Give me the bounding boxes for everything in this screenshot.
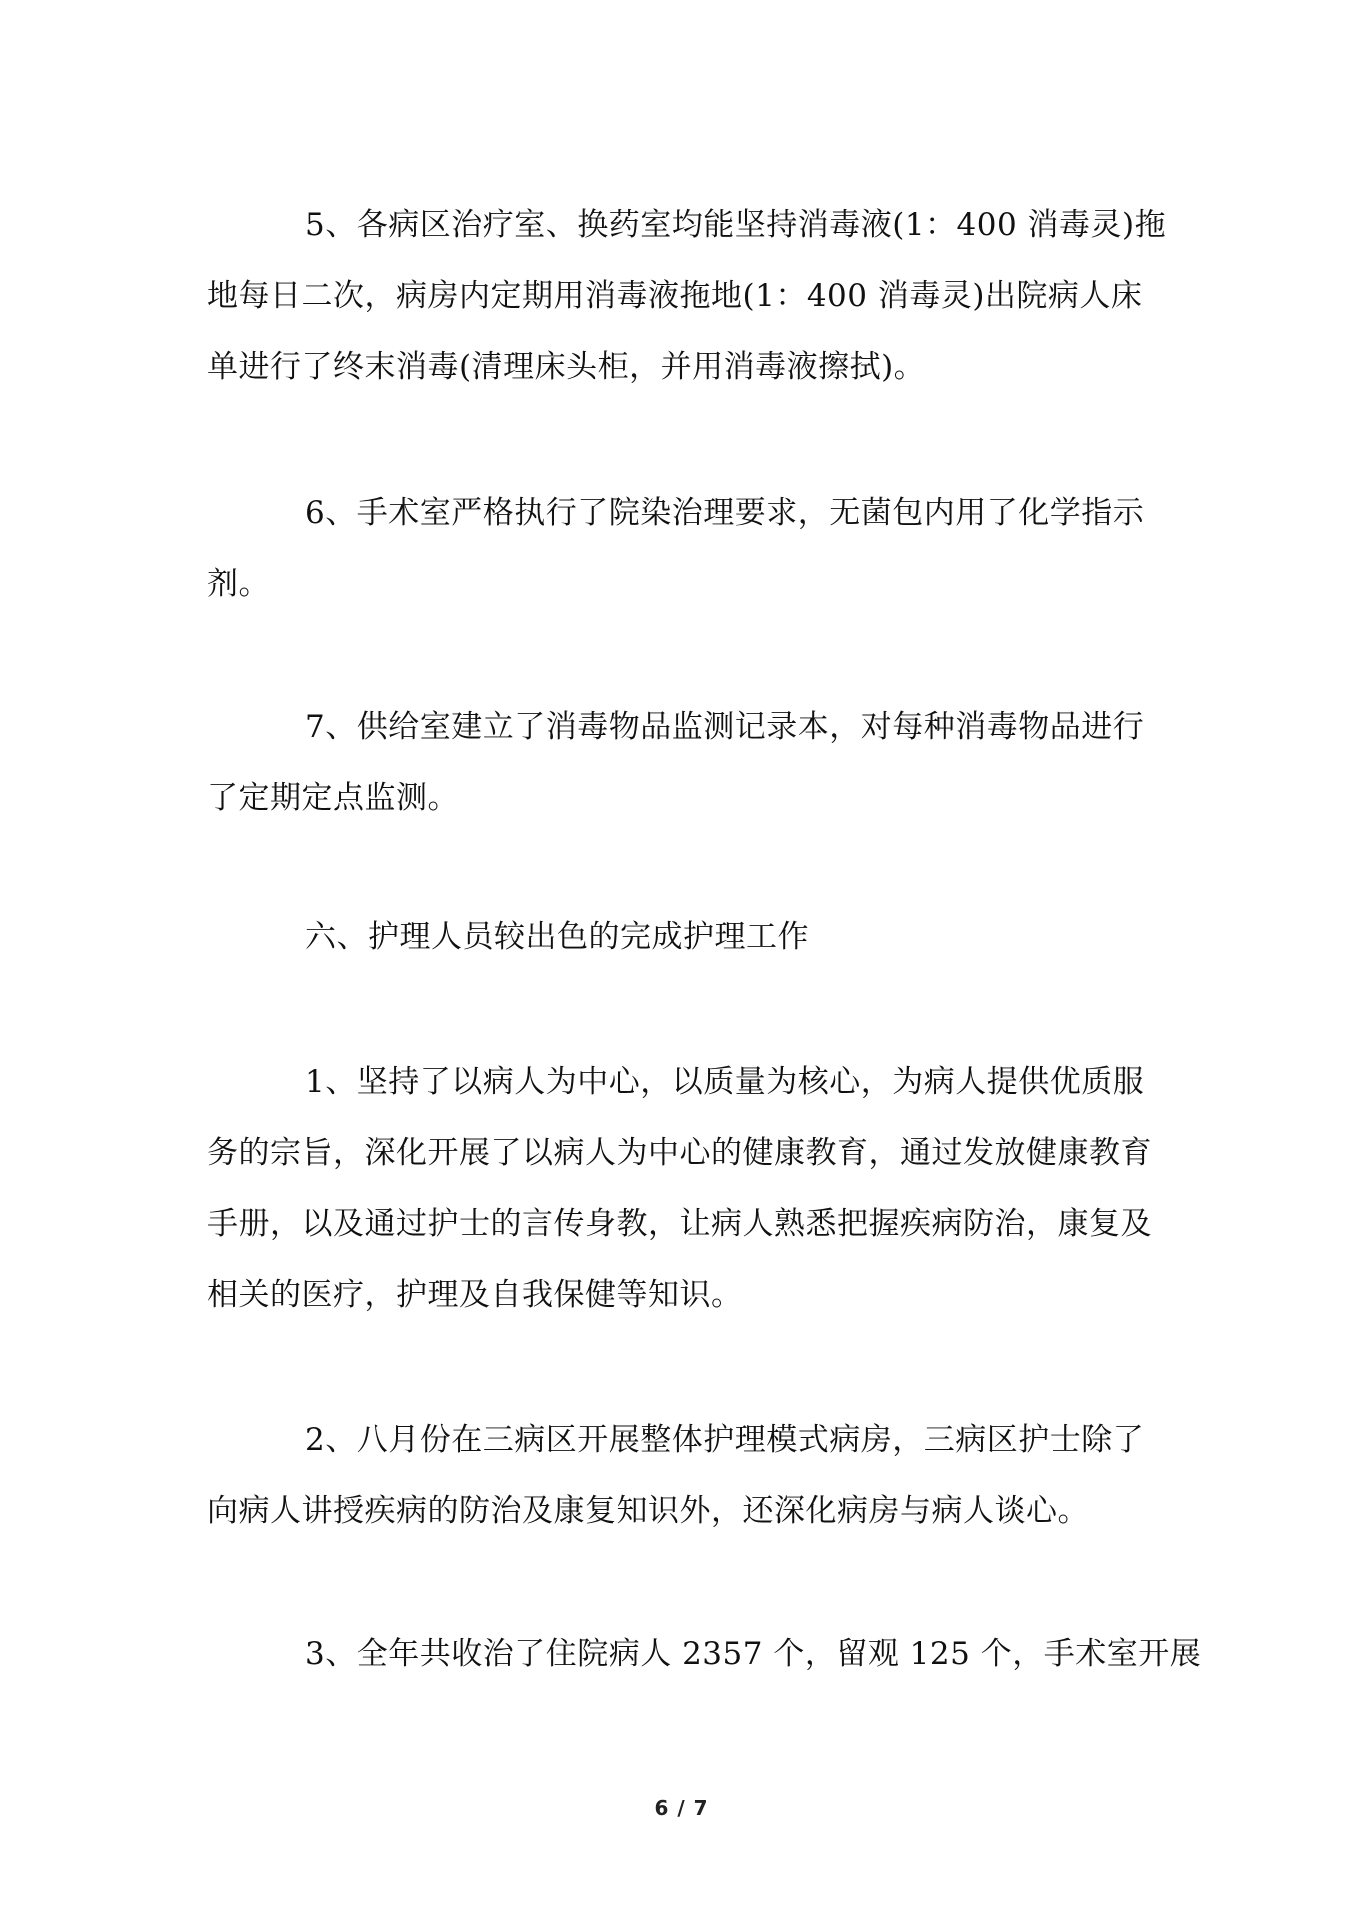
text-line: 向病人讲授疾病的防治及康复知识外，还深化病房与病人谈心。 [207, 1493, 1089, 1529]
text-line: 5、各病区治疗室、换药室均能坚持消毒液(1：400 消毒灵)拖 [305, 207, 1167, 243]
section-heading-six [207, 902, 1197, 973]
text-line: 务的宗旨，深化开展了以病人为中心的健康教育，通过发放健康教育 [207, 1135, 1152, 1171]
text-line: 3、全年共收治了住院病人 2357 个，留观 125 个，手术室开展 [305, 1636, 1202, 1672]
paragraph-item-7-supply-room [207, 692, 1197, 834]
paragraph-item-5-disinfection [207, 190, 1197, 403]
text-line: 相关的医疗，护理及自我保健等知识。 [207, 1277, 743, 1313]
text-line: 地每日二次，病房内定期用消毒液拖地(1：400 消毒灵)出院病人床 [207, 278, 1143, 314]
text-line: 单进行了终末消毒(清理床头柜，并用消毒液擦拭)。 [207, 349, 926, 385]
text-line: 7、供给室建立了消毒物品监测记录本，对每种消毒物品进行 [305, 709, 1145, 745]
text-line: 1、坚持了以病人为中心，以质量为核心，为病人提供优质服 [305, 1064, 1145, 1100]
paragraph-item-1-patient-centered [207, 1047, 1197, 1331]
paragraph-item-3-annual-statistics [207, 1619, 1202, 1690]
page-number: 6 / 7 [654, 1796, 709, 1820]
text-line: 剂。 [207, 566, 270, 602]
paragraph-item-6-operating-room [207, 478, 1197, 620]
section-heading-text: 六、护理人员较出色的完成护理工作 [305, 919, 809, 955]
text-line: 6、手术室严格执行了院染治理要求，无菌包内用了化学指示 [305, 495, 1145, 531]
paragraph-item-2-holistic-nursing [207, 1405, 1197, 1547]
text-line: 2、八月份在三病区开展整体护理模式病房，三病区护士除了 [305, 1422, 1145, 1458]
text-line: 了定期定点监测。 [207, 780, 459, 816]
text-line: 手册，以及通过护士的言传身教，让病人熟悉把握疾病防治，康复及 [207, 1206, 1152, 1242]
